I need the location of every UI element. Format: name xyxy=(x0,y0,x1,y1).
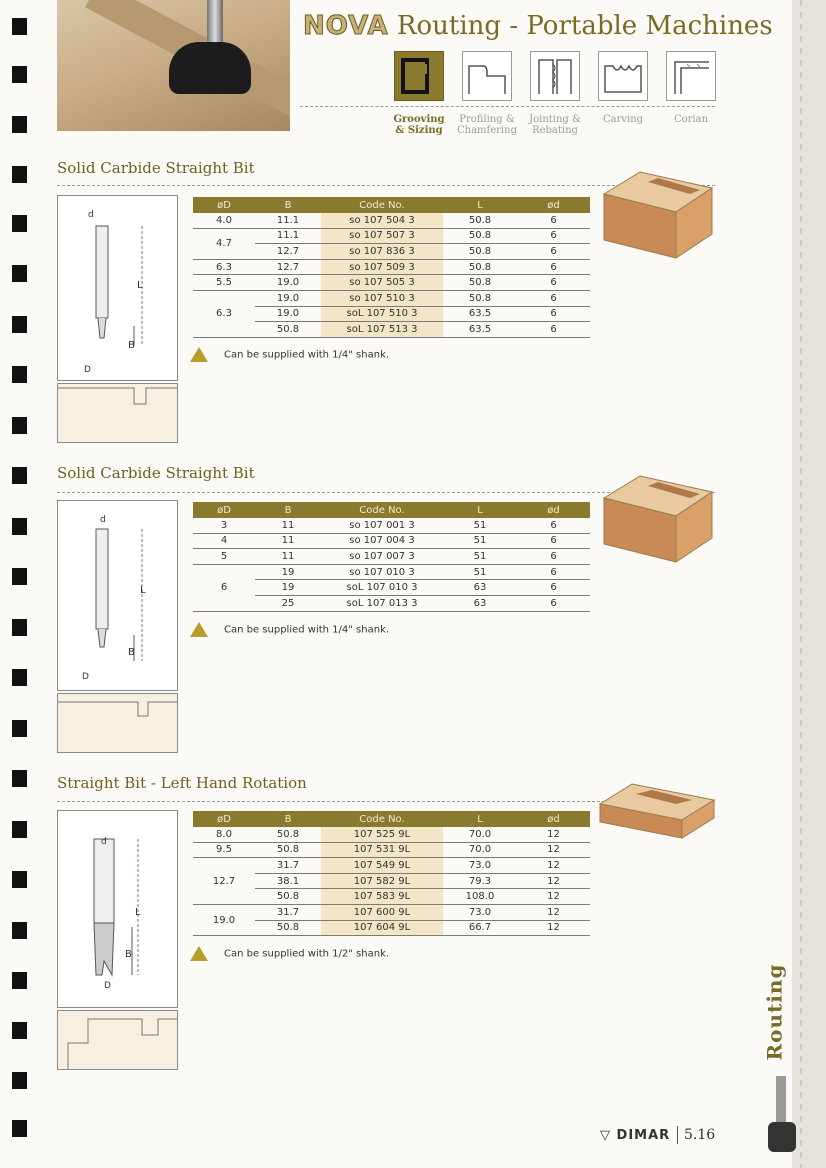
bit-diagram xyxy=(57,500,178,691)
table-row xyxy=(193,518,590,533)
diagram-label-l: L xyxy=(135,907,141,918)
shank-note xyxy=(190,347,389,362)
table-row xyxy=(193,564,590,580)
cell-code: soL 107 010 3 xyxy=(321,580,443,596)
cell-code: so 107 509 3 xyxy=(321,259,443,275)
warning-icon xyxy=(190,946,208,961)
label-line: Jointing & xyxy=(529,114,581,125)
column-header: ød xyxy=(517,197,590,213)
bit-drawing xyxy=(58,196,177,380)
cell-shank: 12 xyxy=(517,842,590,858)
table-row xyxy=(193,858,590,874)
cell-l: 79.3 xyxy=(443,873,517,889)
binder-hole xyxy=(12,518,27,535)
label-line: Profiling & xyxy=(459,114,515,125)
table-row xyxy=(193,842,590,858)
label-line: Chamfering xyxy=(457,125,517,136)
cell-b: 38.1 xyxy=(255,873,321,889)
cell-code: 107 549 9L xyxy=(321,858,443,874)
diagram-label-l: L xyxy=(140,585,146,596)
table-row xyxy=(193,259,590,275)
column-header: ød xyxy=(517,811,590,827)
category-label-corian[interactable] xyxy=(655,114,727,125)
cell-b: 12.7 xyxy=(255,244,321,260)
cell-shank: 6 xyxy=(517,244,590,260)
page-number: 5.16 xyxy=(684,1127,716,1143)
binder-hole xyxy=(12,215,27,232)
cell-b: 50.8 xyxy=(255,827,321,842)
cell-shank: 12 xyxy=(517,889,590,905)
cell-code: 107 582 9L xyxy=(321,873,443,889)
binder-hole xyxy=(12,669,27,686)
bit-diagram xyxy=(57,810,178,1008)
diagram-label-d: d xyxy=(88,210,94,220)
brand-logo: NOVA xyxy=(303,11,389,41)
column-header: ød xyxy=(517,502,590,518)
cell-d: 4.7 xyxy=(193,228,255,259)
binder-hole xyxy=(12,166,27,183)
cell-d: 3 xyxy=(193,518,255,533)
section-title: Straight Bit - Left Hand Rotation xyxy=(57,774,307,792)
cell-d: 12.7 xyxy=(193,858,255,905)
cell-l: 70.0 xyxy=(443,827,517,842)
dimar-logo xyxy=(600,1128,670,1143)
cell-l: 51 xyxy=(443,564,517,580)
grooving-glyph xyxy=(395,52,443,100)
cell-shank: 6 xyxy=(517,533,590,549)
cell-code: so 107 504 3 xyxy=(321,213,443,228)
cell-shank: 6 xyxy=(517,322,590,338)
logo-mark-icon: ▽ xyxy=(600,1128,611,1143)
cell-code: 107 583 9L xyxy=(321,889,443,905)
label-line: & Sizing xyxy=(395,125,443,136)
cell-code: soL 107 013 3 xyxy=(321,595,443,611)
cell-b: 25 xyxy=(255,595,321,611)
cell-code: so 107 505 3 xyxy=(321,275,443,291)
shank-note xyxy=(190,622,389,637)
photo-shaft xyxy=(207,0,223,48)
router-bit-icon xyxy=(764,1076,800,1158)
cell-b: 19 xyxy=(255,564,321,580)
section-title: Solid Carbide Straight Bit xyxy=(57,159,255,177)
cell-code: 107 531 9L xyxy=(321,842,443,858)
cell-l: 70.0 xyxy=(443,842,517,858)
cell-l: 66.7 xyxy=(443,920,517,936)
side-tab-label: Routing xyxy=(762,963,787,1061)
section-title: Solid Carbide Straight Bit xyxy=(57,464,255,482)
cell-b: 50.8 xyxy=(255,842,321,858)
diagram-label-b: B xyxy=(128,647,135,658)
cell-shank: 6 xyxy=(517,549,590,565)
grooved-block-icon xyxy=(600,472,716,564)
column-header: L xyxy=(443,502,517,518)
cell-d: 6 xyxy=(193,564,255,611)
corian-glyph xyxy=(667,52,715,100)
label-line: Rebating xyxy=(532,125,578,136)
cell-l: 73.0 xyxy=(443,904,517,920)
cell-b: 50.8 xyxy=(255,920,321,936)
cut-profile xyxy=(57,693,178,753)
diagram-label-l: L xyxy=(137,280,143,291)
diagram-label-b: B xyxy=(128,340,135,351)
binder-hole xyxy=(12,116,27,133)
cell-shank: 6 xyxy=(517,213,590,228)
cell-l: 73.0 xyxy=(443,858,517,874)
cell-l: 50.8 xyxy=(443,228,517,244)
cell-d: 5 xyxy=(193,549,255,565)
carving-icon[interactable] xyxy=(598,51,648,101)
cell-code: soL 107 510 3 xyxy=(321,306,443,322)
binder-hole xyxy=(12,66,27,83)
profile-drawing xyxy=(58,694,177,752)
corian-icon[interactable] xyxy=(666,51,716,101)
diagram-label-d-cap: D xyxy=(82,672,89,682)
diagram-label-b: B xyxy=(125,949,132,960)
diagram-label-d-cap: D xyxy=(84,365,91,375)
binder-hole xyxy=(12,1072,27,1089)
title-text: Routing - Portable Machines xyxy=(396,11,773,41)
cell-l: 63 xyxy=(443,595,517,611)
cell-code: so 107 836 3 xyxy=(321,244,443,260)
column-header: Code No. xyxy=(321,502,443,518)
binder-hole xyxy=(12,417,27,434)
cell-shank: 6 xyxy=(517,595,590,611)
cell-code: so 107 510 3 xyxy=(321,290,443,306)
cell-d: 8.0 xyxy=(193,827,255,842)
cell-shank: 12 xyxy=(517,920,590,936)
cell-shank: 6 xyxy=(517,580,590,596)
spec-table xyxy=(193,811,590,936)
bit-drawing xyxy=(58,501,177,690)
cell-b: 11 xyxy=(255,518,321,533)
cell-b: 31.7 xyxy=(255,904,321,920)
table-row xyxy=(193,213,590,228)
column-header: B xyxy=(255,197,321,213)
bit-diagram xyxy=(57,195,178,381)
cell-b: 19.0 xyxy=(255,306,321,322)
cell-d: 4 xyxy=(193,533,255,549)
cell-l: 51 xyxy=(443,518,517,533)
cell-l: 50.8 xyxy=(443,259,517,275)
cell-l: 50.8 xyxy=(443,244,517,260)
note-text: Can be supplied with 1/2" shank. xyxy=(224,948,390,960)
logo-text: DIMAR xyxy=(616,1128,671,1143)
binder-hole xyxy=(12,871,27,888)
table-header-row xyxy=(193,811,590,827)
rebated-block-icon xyxy=(596,780,718,840)
cell-d: 6.3 xyxy=(193,259,255,275)
cell-d: 19.0 xyxy=(193,904,255,935)
footer-separator xyxy=(677,1126,678,1144)
table-row xyxy=(193,533,590,549)
binder-hole xyxy=(12,619,27,636)
spec-table xyxy=(193,197,590,338)
note-text: Can be supplied with 1/4" shank. xyxy=(224,349,390,361)
category-label-profiling[interactable] xyxy=(451,114,523,136)
diagram-label-d: d xyxy=(100,515,106,525)
profiling-icon[interactable] xyxy=(462,51,512,101)
column-header: L xyxy=(443,197,517,213)
binder-hole xyxy=(12,316,27,333)
profile-drawing xyxy=(58,384,177,442)
cut-profile xyxy=(57,383,178,443)
cell-b: 50.8 xyxy=(255,322,321,338)
column-header: Code No. xyxy=(321,197,443,213)
cell-b: 31.7 xyxy=(255,858,321,874)
binder-hole xyxy=(12,770,27,787)
binder-hole xyxy=(12,1022,27,1039)
header-divider xyxy=(300,106,715,107)
cell-l: 63.5 xyxy=(443,306,517,322)
profiling-glyph xyxy=(463,52,511,100)
table-row xyxy=(193,549,590,565)
spec-table xyxy=(193,502,590,612)
cell-code: 107 600 9L xyxy=(321,904,443,920)
grooved-block-icon xyxy=(600,168,716,260)
cell-l: 63 xyxy=(443,580,517,596)
warning-icon xyxy=(190,622,208,637)
router-photo xyxy=(57,0,290,131)
cell-shank: 6 xyxy=(517,228,590,244)
cell-shank: 6 xyxy=(517,275,590,291)
cell-shank: 12 xyxy=(517,873,590,889)
cell-l: 50.8 xyxy=(443,290,517,306)
cell-l: 51 xyxy=(443,549,517,565)
cell-l: 50.8 xyxy=(443,213,517,228)
binder-hole xyxy=(12,972,27,989)
cell-d: 9.5 xyxy=(193,842,255,858)
cell-l: 50.8 xyxy=(443,275,517,291)
column-header: øD xyxy=(193,197,255,213)
warning-icon xyxy=(190,347,208,362)
cell-l: 51 xyxy=(443,533,517,549)
table-row xyxy=(193,228,590,244)
cell-code: 107 525 9L xyxy=(321,827,443,842)
cell-b: 19.0 xyxy=(255,290,321,306)
carving-glyph xyxy=(599,52,647,100)
jointing-icon[interactable] xyxy=(530,51,580,101)
cell-b: 19.0 xyxy=(255,275,321,291)
cell-b: 12.7 xyxy=(255,259,321,275)
column-header: Code No. xyxy=(321,811,443,827)
cell-l: 108.0 xyxy=(443,889,517,905)
binder-hole xyxy=(12,18,27,35)
note-text: Can be supplied with 1/4" shank. xyxy=(224,624,390,636)
binder-hole xyxy=(12,720,27,737)
binder-hole xyxy=(12,922,27,939)
binder-hole xyxy=(12,568,27,585)
cell-shank: 12 xyxy=(517,827,590,842)
cell-code: so 107 007 3 xyxy=(321,549,443,565)
table-row xyxy=(193,275,590,291)
category-label-jointing[interactable] xyxy=(519,114,591,136)
table-header-row xyxy=(193,502,590,518)
bit-drawing xyxy=(58,811,177,1007)
column-header: B xyxy=(255,502,321,518)
jointing-glyph xyxy=(531,52,579,100)
cell-code: so 107 004 3 xyxy=(321,533,443,549)
binder-hole xyxy=(12,366,27,383)
cell-l: 63.5 xyxy=(443,322,517,338)
cell-shank: 6 xyxy=(517,290,590,306)
cell-code: so 107 507 3 xyxy=(321,228,443,244)
cell-shank: 12 xyxy=(517,904,590,920)
cell-code: so 107 010 3 xyxy=(321,564,443,580)
shank-note xyxy=(190,946,389,961)
grooving-icon[interactable] xyxy=(394,51,444,101)
column-header: øD xyxy=(193,811,255,827)
cell-b: 11.1 xyxy=(255,228,321,244)
photo-router-head xyxy=(169,42,251,94)
side-tab xyxy=(758,960,798,1070)
cell-code: so 107 001 3 xyxy=(321,518,443,533)
column-header: L xyxy=(443,811,517,827)
column-header: B xyxy=(255,811,321,827)
cell-b: 50.8 xyxy=(255,889,321,905)
diagram-label-d-cap: D xyxy=(104,981,111,991)
cell-shank: 6 xyxy=(517,259,590,275)
label-line: Grooving xyxy=(393,114,445,125)
cell-d: 6.3 xyxy=(193,290,255,337)
binder-hole xyxy=(12,467,27,484)
cell-code: 107 604 9L xyxy=(321,920,443,936)
category-label-grooving[interactable] xyxy=(383,114,455,136)
label-line: Carving xyxy=(602,114,644,125)
cell-b: 11 xyxy=(255,549,321,565)
profile-drawing xyxy=(58,1011,177,1069)
cell-code: soL 107 513 3 xyxy=(321,322,443,338)
table-row xyxy=(193,290,590,306)
label-line: Corian xyxy=(673,114,709,125)
diagram-label-d: d xyxy=(101,837,107,847)
table-row xyxy=(193,827,590,842)
cell-b: 11 xyxy=(255,533,321,549)
page-title xyxy=(303,11,773,41)
cell-b: 11.1 xyxy=(255,213,321,228)
cell-b: 19 xyxy=(255,580,321,596)
table-row xyxy=(193,904,590,920)
cell-shank: 6 xyxy=(517,306,590,322)
binder-hole xyxy=(12,1120,27,1137)
cell-d: 5.5 xyxy=(193,275,255,291)
category-label-carving[interactable] xyxy=(587,114,659,125)
cell-shank: 6 xyxy=(517,564,590,580)
column-header: øD xyxy=(193,502,255,518)
binder-hole xyxy=(12,821,27,838)
cut-profile xyxy=(57,1010,178,1070)
cell-shank: 6 xyxy=(517,518,590,533)
table-header-row xyxy=(193,197,590,213)
cell-shank: 12 xyxy=(517,858,590,874)
cell-d: 4.0 xyxy=(193,213,255,228)
binder-hole xyxy=(12,265,27,282)
